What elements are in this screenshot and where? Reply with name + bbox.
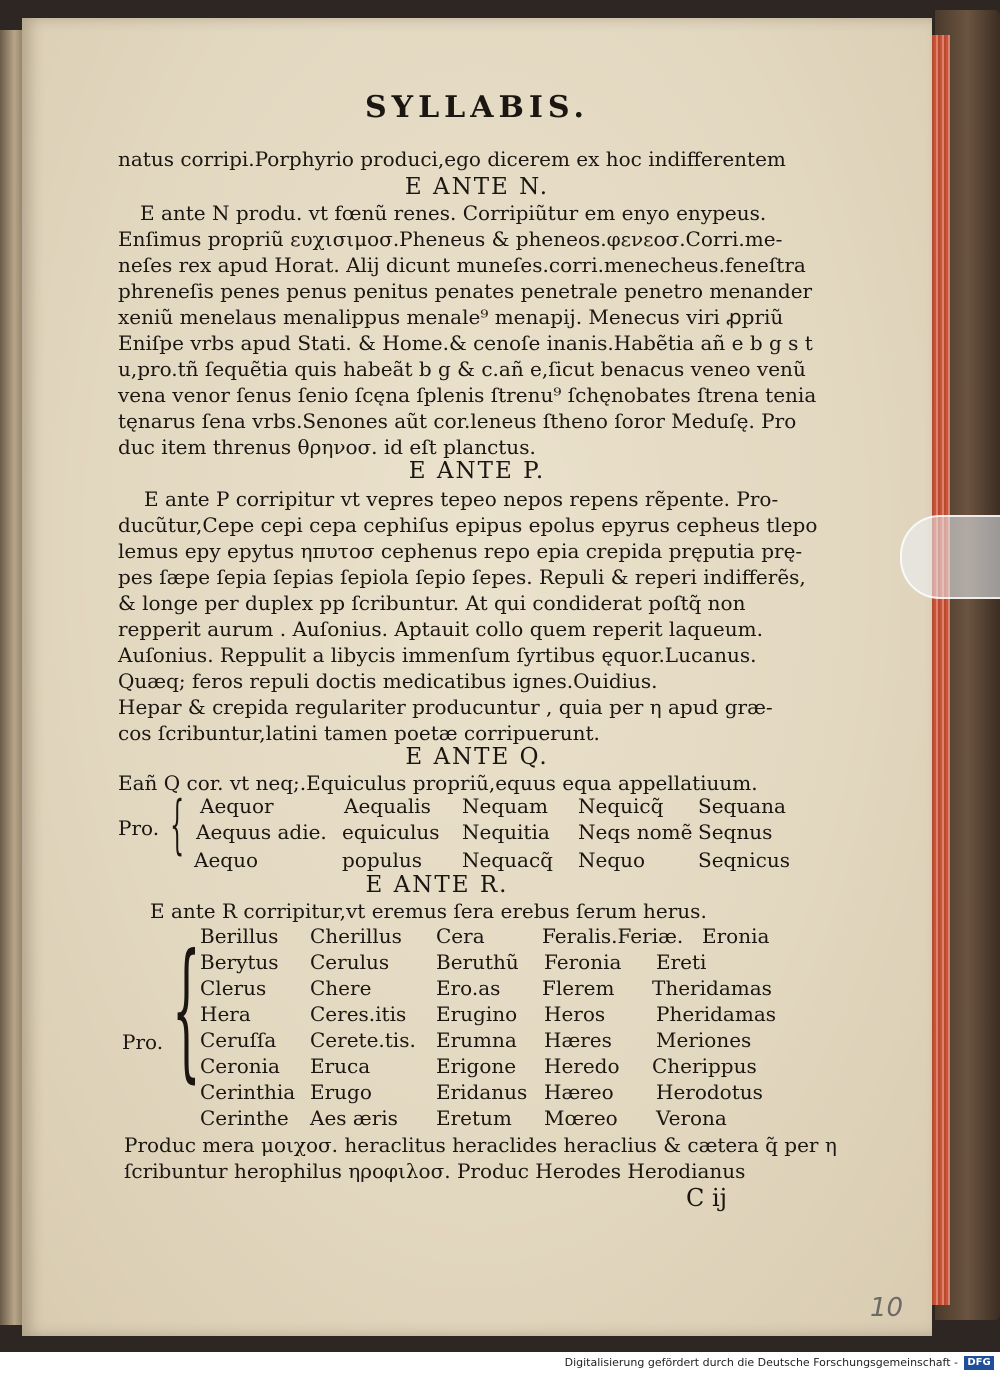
- book-page: [22, 18, 932, 1336]
- text-line: vena venor ſenus ſenio ſcęna ſplenis ſtrenu⁹ ſchęnobates ſtrena tenia: [118, 383, 817, 407]
- table-cell: Eridanus: [436, 1080, 528, 1104]
- table-cell: Herodotus: [656, 1080, 763, 1104]
- table-cell: Chere: [310, 976, 372, 1000]
- text-line: ſcribuntur herophilus ηροφιλοσ. Produc Herodes Herodianus: [124, 1159, 746, 1183]
- table-cell: Eronia: [702, 924, 770, 948]
- table-cell: Aequus adie.: [196, 820, 327, 844]
- text-line: neſes rex apud Horat. Alij dicunt muneſes.corri.menecheus.feneſtra: [118, 253, 806, 277]
- table-cell: Nequacq̃: [462, 848, 553, 872]
- text-line: repperit aurum . Auſonius. Aptauit collo quem reperit laqueum.: [118, 617, 763, 641]
- table-cell: Ceres.itis: [310, 1002, 407, 1026]
- text-line: ducũtur,Cepe cepi cepa cephiſus epipus epolus epyrus cepheus tlepo: [118, 513, 818, 537]
- table-cell: Ceruſſa: [200, 1028, 277, 1052]
- table-cell: Theridamas: [652, 976, 772, 1000]
- table-cell: Feralis.Feriæ.: [542, 924, 684, 948]
- table-cell: Nequitia: [462, 820, 550, 844]
- text-line: xeniũ menelaus menalippus menale⁹ menapij. Menecus viri ꝓpriũ: [118, 305, 784, 329]
- table-cell: Ceronia: [200, 1054, 280, 1078]
- table-cell: Hæreo: [544, 1080, 614, 1104]
- table-cell: Aequalis: [344, 794, 431, 818]
- text-line: Eañ Q cor. vt neq;.Equiculus propriũ,equus equa appellatiuum.: [118, 771, 758, 795]
- text-line: lemus epy epytus ηπυτοσ cephenus repo epia crepida pręputia prę-: [118, 539, 803, 563]
- table-cell: Beruthũ: [436, 950, 519, 974]
- funding-credit: Digitalisierung gefördert durch die Deutsche Forschungsgemeinschaft -: [564, 1356, 958, 1369]
- table-cell: Heredo: [544, 1054, 620, 1078]
- text-line: Eniſpe vrbs apud Stati. & Home.& cenoſe inanis.Habẽtia añ e b g s t: [118, 331, 813, 355]
- brace: {: [170, 788, 185, 862]
- table-cell: Nequo: [578, 848, 646, 872]
- text-line: E ante P corripitur vt vepres tepeo nepos repens rẽpente. Pro-: [144, 487, 779, 511]
- text-line: natus corripi.Porphyrio produci,ego dicerem ex hoc indifferentem: [118, 147, 786, 171]
- text-line: cos ſcribuntur,latini tamen poetæ corripuerunt.: [118, 721, 600, 745]
- text-line: Auſonius. Reppulit a libycis immenſum ſyrtibus ęquor.Lucanus.: [118, 643, 757, 667]
- text-line: phreneſis penes penus penitus penates penetrale penetro menander: [118, 279, 813, 303]
- table-cell: Hæres: [544, 1028, 612, 1052]
- text-line: Enſimus propriũ ευχισιμοσ.Pheneus & pheneos.φενεοσ.Corri.me-: [118, 227, 783, 251]
- table-cell: Clerus: [200, 976, 267, 1000]
- table-cell: Cherillus: [310, 924, 402, 948]
- table-cell: Flerem: [542, 976, 615, 1000]
- table-cell: Hera: [200, 1002, 251, 1026]
- text-line: E ante R corripitur,vt eremus ſera erebus ſerum herus.: [150, 899, 707, 923]
- table-cell: Cerinthe: [200, 1106, 289, 1130]
- text-line: Quæq; feros repuli doctis medicatibus ignes.Ouidius.: [118, 669, 658, 693]
- table-cell: Erugo: [310, 1080, 372, 1104]
- table-cell: Mœreo: [544, 1106, 618, 1130]
- plastic-page-clip: [900, 515, 1000, 599]
- text-line: pes ſæpe ſepia ſepias ſepiola ſepio ſepes. Repuli & reperi indifferẽs,: [118, 565, 806, 589]
- pencil-folio-number: 10: [870, 1293, 904, 1323]
- footer-bar: [0, 1352, 1000, 1375]
- table-cell: Cera: [436, 924, 485, 948]
- table-cell: Cerete.tis.: [310, 1028, 416, 1052]
- text-line: E ante N produ. vt fœnũ renes. Corripiũtur em enyo enypeus.: [140, 201, 767, 225]
- table-cell: Cherippus: [652, 1054, 757, 1078]
- table-cell: Seqnicus: [698, 848, 790, 872]
- table-cell: equiculus: [342, 820, 440, 844]
- table-cell: populus: [342, 848, 423, 872]
- table-cell: Berytus: [200, 950, 279, 974]
- table-cell: Erigone: [436, 1054, 517, 1078]
- table-cell: Ero.as: [436, 976, 501, 1000]
- table-cell: Aequor: [200, 794, 274, 818]
- table-cell: Meriones: [656, 1028, 752, 1052]
- table-cell: Aequo: [194, 848, 259, 872]
- table-cell: Berillus: [200, 924, 279, 948]
- table-cell: Cerinthia: [200, 1080, 296, 1104]
- dfg-logo: DFG: [964, 1356, 994, 1370]
- table-cell: Neqs nomẽ: [578, 820, 693, 844]
- table-cell: Erumna: [436, 1028, 517, 1052]
- text-line: & longe per duplex pp ſcribuntur. At qui condiderat poſtq̃ non: [118, 591, 746, 615]
- brace: {: [172, 923, 201, 1097]
- running-head: SYLLABIS.: [365, 90, 589, 125]
- brace-label: Pro.: [122, 1030, 164, 1054]
- table-cell: Heros: [544, 1002, 606, 1026]
- table-cell: Verona: [656, 1106, 727, 1130]
- text-line: Hepar & crepida regulariter producuntur , quia per η apud græ-: [118, 695, 773, 719]
- left-page-edge: [0, 30, 24, 1325]
- table-cell: Pheridamas: [656, 1002, 777, 1026]
- table-cell: Eruca: [310, 1054, 371, 1078]
- section-heading-r: E ANTE R.: [365, 872, 509, 898]
- table-cell: Seqnus: [698, 820, 773, 844]
- table-cell: Cerulus: [310, 950, 390, 974]
- table-cell: Nequicq̃: [578, 794, 664, 818]
- table-cell: Feronia: [544, 950, 622, 974]
- section-heading-q: E ANTE Q.: [405, 744, 549, 770]
- signature-mark: C ij: [686, 1184, 728, 1212]
- table-cell: Ereti: [656, 950, 707, 974]
- text-line: tęnarus ſena vrbs.Senones aũt cor.leneus ſtheno ſoror Meduſę. Pro: [118, 409, 797, 433]
- section-heading-n: E ANTE N.: [404, 174, 550, 200]
- table-cell: Sequana: [698, 794, 786, 818]
- text-line: duc item threnus θρηνοσ. id eſt planctus.: [118, 435, 536, 459]
- text-line: Produc mera μοιχοσ. heraclitus heraclides heraclius & cætera q̃ per η: [124, 1133, 837, 1157]
- table-cell: Erugino: [436, 1002, 518, 1026]
- table-cell: Nequam: [462, 794, 548, 818]
- text-line: u,pro.tñ ſequẽtia quis habeãt b g & c.añ e,ſicut benacus veneo venũ: [118, 357, 806, 381]
- brace-label: Pro.: [118, 816, 160, 840]
- section-heading-p: E ANTE P.: [408, 458, 546, 484]
- table-cell: Eretum: [436, 1106, 512, 1130]
- table-cell: Aes æris: [310, 1106, 398, 1130]
